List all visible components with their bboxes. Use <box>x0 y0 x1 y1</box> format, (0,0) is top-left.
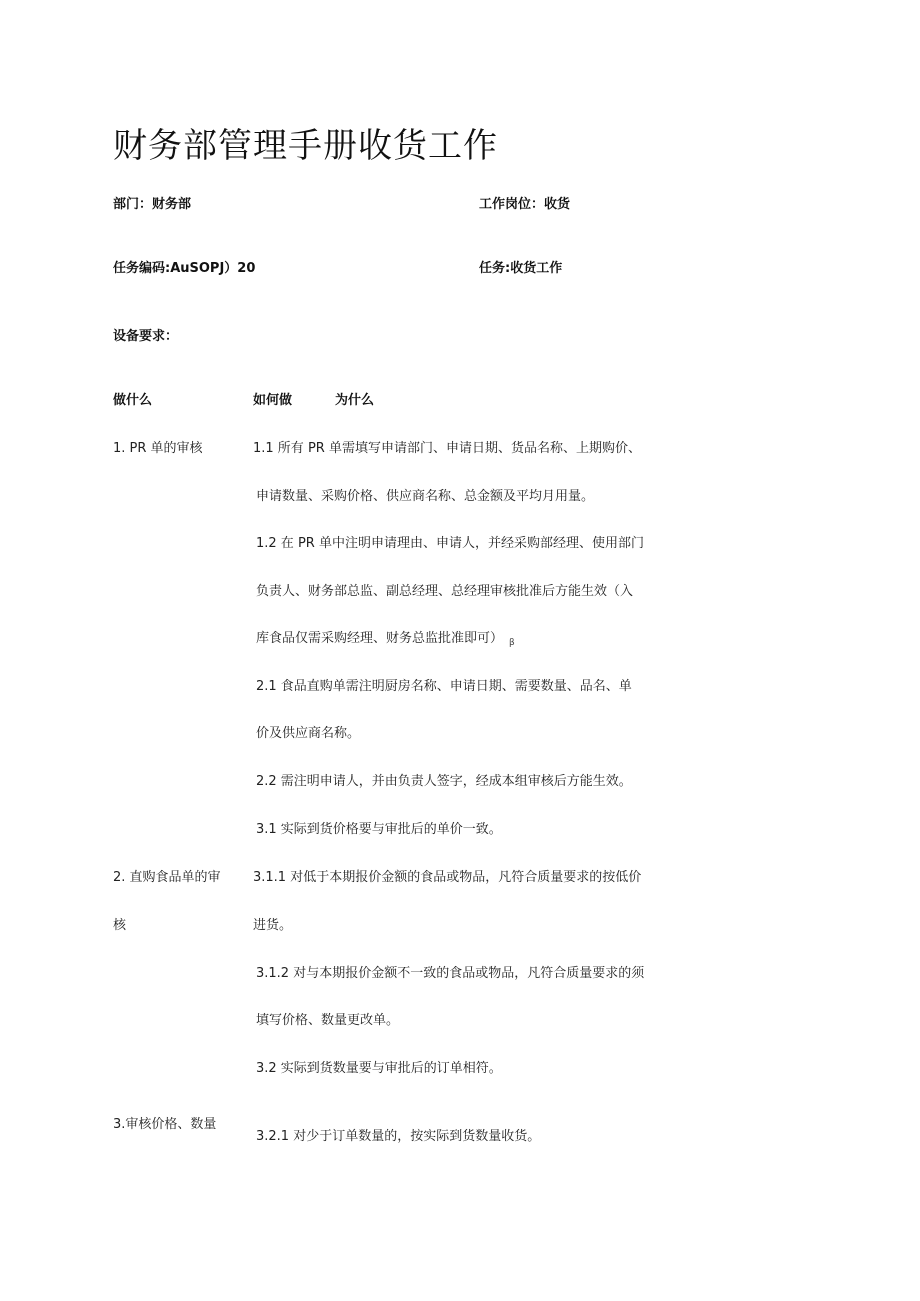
content-line: 价及供应商名称。 <box>256 726 361 741</box>
section-1-label: 1. PR 单的审核 <box>113 441 203 456</box>
position-label: 工作岗位：收货 <box>479 197 571 212</box>
content-line <box>256 627 515 648</box>
column-header-why: 为什么 <box>335 393 375 408</box>
column-header-how: 如何做 <box>253 393 293 408</box>
content-line-text: 库食品仅需采购经理、财务总监批准即可） <box>256 631 504 646</box>
content-line: 负责人、财务部总监、副总经理、总经理审核批准后方能生效（入 <box>256 584 634 599</box>
content-line: 填写价格、数量更改单。 <box>256 1013 400 1028</box>
content-line: 1.1 所有 PR 单需填写申请部门、申请日期、货品名称、上期购价、 <box>253 441 641 456</box>
content-line: 进货。 <box>253 918 293 933</box>
content-line: 3.2.1 对少于订单数量的，按实际到货数量收货。 <box>256 1129 541 1144</box>
content-line: 申请数量、采购价格、供应商名称、总金额及平均月用量。 <box>256 489 595 504</box>
task-code-label: 任务编码:AuSOPJ）20 <box>113 261 256 276</box>
section-2-label-line1: 2. 直购食品单的审 <box>113 870 221 885</box>
content-line: 3.1.1 对低于本期报价金额的食品或物品，凡符合质量要求的按低价 <box>253 870 642 885</box>
task-label: 任务:收货工作 <box>479 261 563 276</box>
column-header-what: 做什么 <box>113 393 153 408</box>
document-title: 财务部管理手册收货工作 <box>113 126 498 166</box>
department-label: 部门：财务部 <box>113 197 192 212</box>
content-line: 2.2 需注明申请人，并由负责人签字，经成本组审核后方能生效。 <box>256 774 632 789</box>
content-line: 3.2 实际到货数量要与审批后的订单相符。 <box>256 1061 502 1076</box>
equipment-label: 设备要求： <box>113 329 179 344</box>
content-line: 3.1 实际到货价格要与审批后的单价一致。 <box>256 822 502 837</box>
content-line: 3.1.2 对与本期报价金额不一致的食品或物品，凡符合质量要求的须 <box>256 966 645 981</box>
stray-mark: β <box>509 638 515 648</box>
section-3-label: 3.审核价格、数量 <box>113 1117 217 1132</box>
section-2-label-line2: 核 <box>113 918 127 933</box>
content-line: 2.1 食品直购单需注明厨房名称、申请日期、需要数量、品名、单 <box>256 679 632 694</box>
content-line: 1.2 在 PR 单中注明申请理由、申请人，并经采购部经理、使用部门 <box>256 536 644 551</box>
